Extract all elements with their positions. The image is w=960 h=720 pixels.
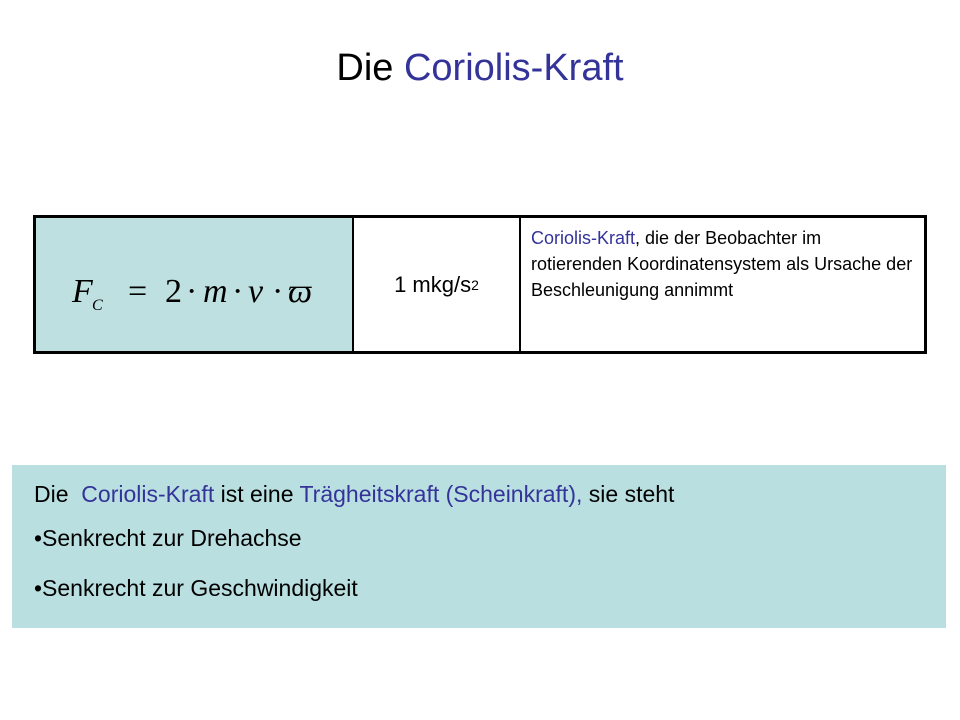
formula-subscript-c: C	[92, 297, 103, 314]
info-statement	[34, 475, 936, 513]
info-box	[12, 465, 946, 628]
bullet-item-drehachse: •Senkrecht zur Drehachse	[34, 525, 302, 551]
formula-table	[33, 215, 927, 354]
formula-cell	[36, 218, 354, 351]
unit-base: 1 mkg/s	[394, 271, 472, 297]
info-term-coriolis: Coriolis-Kraft	[81, 481, 215, 507]
formula-dot-2: ·	[232, 273, 244, 310]
formula-symbol-f: F	[72, 273, 93, 310]
formula-dot-3: ·	[272, 273, 284, 310]
info-term-traegheitskraft: Trägheitskraft (Scheinkraft),	[299, 481, 583, 507]
description-cell	[521, 218, 924, 351]
description-text: , die der Beobachter im rotierenden Koordinatensystem als Ursache der Beschleunigung annimmt	[531, 228, 913, 300]
info-part-2: ist eine	[214, 481, 300, 507]
info-part-1: Die	[34, 481, 82, 507]
formula-velocity: v	[248, 273, 264, 310]
formula-dot-1: ·	[186, 273, 198, 310]
formula-equals: =	[128, 273, 148, 310]
coriolis-formula	[36, 218, 352, 351]
page-title	[0, 42, 960, 94]
formula-mass: m	[203, 273, 228, 310]
title-prefix: Die	[336, 47, 404, 89]
info-part-3: sie steht	[582, 481, 675, 507]
title-accent: Coriolis-Kraft	[403, 47, 624, 89]
unit-cell: 1 mkg/s 2	[354, 218, 521, 351]
formula-factor: 2	[165, 273, 182, 310]
description-term: Coriolis-Kraft	[531, 228, 636, 248]
bullet-item-geschwindigkeit: •Senkrecht zur Geschwindigkeit	[34, 575, 358, 601]
formula-omega: ϖ	[288, 273, 313, 310]
